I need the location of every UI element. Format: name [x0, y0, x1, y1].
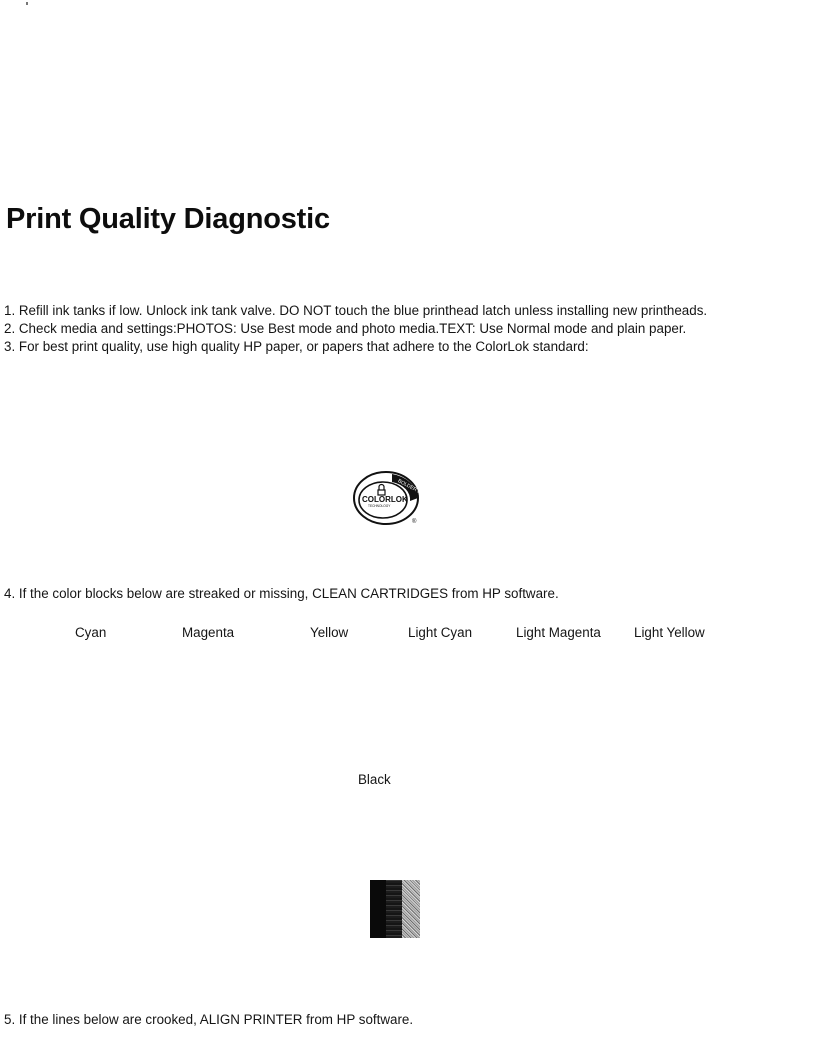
colorlok-logo-icon	[352, 468, 428, 530]
svg-text:®: ®	[412, 519, 417, 525]
color-label-magenta: Magenta	[182, 625, 235, 640]
instruction-4: 4. If the color blocks below are streaked or missing, CLEAN CARTRIDGES from HP software.	[4, 586, 559, 601]
svg-text:COLORLOK: COLORLOK	[362, 495, 408, 504]
black-block-light-grain	[402, 880, 420, 938]
color-label-light-magenta: Light Magenta	[516, 625, 601, 640]
scan-speck	[26, 2, 28, 5]
instruction-3: 3. For best print quality, use high quality HP paper, or papers that adhere to the ColorLok standard:	[4, 339, 589, 354]
color-label-yellow: Yellow	[310, 625, 349, 640]
black-block-dark-grain	[386, 880, 402, 938]
instruction-1: 1. Refill ink tanks if low. Unlock ink tank valve. DO NOT touch the blue printhead latch unless installing new printheads.	[4, 303, 708, 318]
svg-text:BOLDER BL: BOLDER BL	[396, 478, 425, 497]
black-block-solid	[370, 880, 386, 938]
instruction-2: 2. Check media and settings:PHOTOS: Use Best mode and photo media.TEXT: Use Normal mode and plain paper.	[4, 321, 687, 336]
black-ink-test-block	[370, 880, 420, 938]
color-label-black: Black	[358, 772, 391, 787]
svg-text:TECHNOLOGY: TECHNOLOGY	[368, 504, 391, 508]
color-label-cyan: Cyan	[75, 625, 107, 640]
page-title: Print Quality Diagnostic	[6, 203, 330, 235]
instruction-5: 5. If the lines below are crooked, ALIGN PRINTER from HP software.	[4, 1012, 414, 1027]
color-label-light-yellow: Light Yellow	[634, 625, 705, 640]
color-label-light-cyan: Light Cyan	[408, 625, 473, 640]
